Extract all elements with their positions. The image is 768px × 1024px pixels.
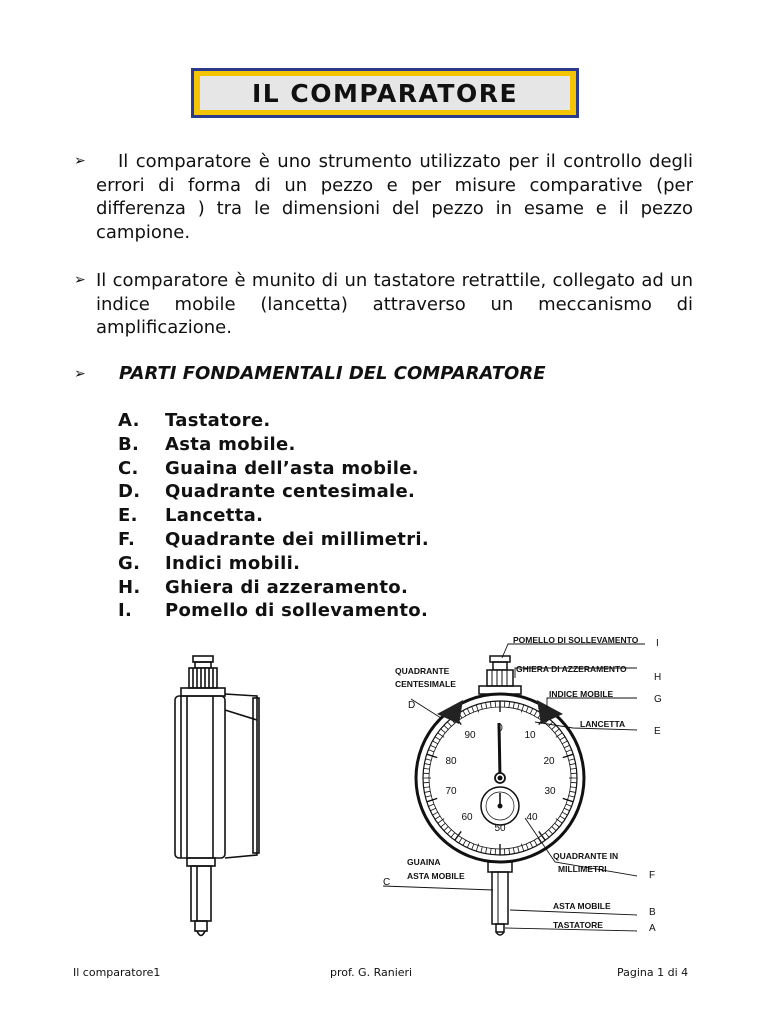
label-quadrante-cent-2: CENTESIMALE — [395, 679, 456, 689]
side-view-drawing — [165, 650, 275, 942]
dial-tick — [560, 816, 565, 819]
dial-tick — [569, 796, 575, 797]
list-item — [118, 433, 429, 457]
title-box — [191, 68, 579, 118]
list-item — [118, 504, 429, 528]
dial-tick — [444, 827, 448, 831]
list-item — [118, 528, 429, 552]
dial-tick — [513, 702, 514, 708]
footer-left: Il comparatore1 — [73, 966, 161, 979]
dial-number-90: 90 — [464, 730, 476, 741]
letter-F: F — [649, 870, 656, 881]
dial-tick — [459, 838, 462, 843]
part-name: Quadrante centesimale. — [165, 481, 416, 503]
label-guaina-1: GUAINA — [407, 857, 441, 867]
list-item — [118, 552, 429, 576]
dial-tick — [428, 750, 434, 752]
dial-tick — [566, 804, 572, 806]
dial-tick — [424, 791, 430, 792]
dial-tick — [552, 827, 556, 831]
dial-tick — [570, 791, 576, 792]
dial-tick — [447, 722, 451, 726]
dial-number-60: 60 — [461, 812, 473, 823]
part-letter: B. — [118, 433, 140, 455]
list-item — [118, 599, 429, 623]
footer-center: prof. G. Ranieri — [330, 966, 413, 979]
dial-tick — [562, 812, 567, 815]
dial-tick — [534, 840, 537, 845]
part-name: Indici mobili. — [165, 552, 301, 574]
dial-tick — [455, 831, 461, 840]
dial-tick — [534, 711, 537, 716]
label-tastatore: TASTATORE — [553, 920, 603, 930]
dial-tick — [509, 848, 510, 854]
dial-tick — [430, 745, 435, 748]
part-name: Tastatore. — [165, 410, 271, 431]
dial-tick — [424, 787, 430, 788]
label-asta: ASTA MOBILE — [553, 901, 611, 911]
dial-tick — [564, 745, 569, 748]
label-quadrante-cent-1: QUADRANTE — [395, 666, 450, 676]
dial-number-40: 40 — [526, 812, 538, 823]
dial-tick — [441, 823, 446, 827]
part-letter: F. — [118, 528, 136, 550]
paragraph-1: Il comparatore è uno strumento utilizzato per il controllo degli errori di forma di un pezzo e per misure comparative (per differenza ) tra le dimensioni del pezzo in esame e il pezzo campione. — [96, 151, 693, 243]
paragraph-2: Il comparatore è munito di un tastatore retrattile, collegato ad un indice mobile (lancetta) attraverso un meccanismo di amplificazione. — [96, 270, 693, 338]
parts-heading: PARTI FONDAMENTALI DEL COMPARATORE — [119, 363, 546, 384]
front-view-diagram — [375, 628, 705, 942]
dial-tick — [428, 804, 434, 806]
letter-E: E — [654, 726, 661, 737]
dial-tick — [555, 729, 560, 733]
parts-list — [118, 409, 429, 623]
label-lancetta: LANCETTA — [580, 719, 626, 729]
dial-number-80: 80 — [445, 756, 457, 767]
list-item — [118, 480, 429, 504]
list-item — [118, 576, 429, 600]
dial-tick — [566, 750, 572, 752]
dial-tick — [570, 764, 576, 765]
dial-number-70: 70 — [445, 786, 457, 797]
dial-tick — [435, 816, 440, 819]
dial-number-50: 50 — [494, 823, 506, 834]
dial-tick — [560, 737, 565, 740]
dial-tick — [430, 808, 435, 811]
footer-right: Pagina 1 di 4 — [617, 966, 689, 979]
dial-tick — [570, 768, 576, 769]
dial-tick — [486, 848, 487, 854]
dial-tick — [435, 737, 440, 740]
dial-tick — [425, 796, 431, 797]
dial-tick — [433, 812, 438, 815]
part-letter: I. — [118, 600, 133, 622]
dial-tick — [481, 847, 482, 853]
dial-tick — [530, 708, 533, 713]
dial-number-10: 10 — [524, 730, 536, 741]
part-letter: E. — [118, 505, 138, 527]
list-item — [118, 457, 429, 481]
dial-number-30: 30 — [544, 786, 556, 797]
dial-tick — [570, 787, 576, 788]
title-inner — [200, 76, 570, 110]
dial-tick — [424, 768, 430, 769]
part-letter: H. — [118, 576, 141, 598]
dial-tick — [513, 848, 514, 854]
letter-D: D — [408, 700, 416, 711]
part-name: Quadrante dei millimetri. — [165, 528, 429, 550]
bullet-arrow-icon: ➢ — [74, 366, 86, 382]
part-name: Guaina dell’asta mobile. — [165, 457, 419, 479]
dial-tick — [569, 759, 575, 760]
part-letter: C. — [118, 457, 139, 479]
dial-tick — [472, 706, 474, 712]
dial-tick — [545, 833, 549, 838]
dial-tick — [433, 741, 438, 744]
letter-C: C — [383, 877, 391, 888]
label-quadrante-mm-2: MILLIMETRI — [558, 864, 607, 874]
label-quadrante-mm-1: QUADRANTE IN — [553, 851, 619, 861]
letter-G: G — [654, 694, 662, 705]
dial-tick — [481, 703, 482, 709]
dial-number-20: 20 — [543, 756, 555, 767]
dial-tick — [444, 725, 448, 729]
dial-tick — [564, 808, 569, 811]
label-ghiera: GHIERA DI AZZERAMENTO — [516, 664, 627, 674]
letter-A: A — [649, 923, 656, 934]
label-guaina-2: ASTA MOBILE — [407, 871, 465, 881]
dial-tick — [424, 764, 430, 765]
bullet-arrow-icon: ➢ — [74, 153, 86, 169]
dial-tick — [463, 711, 466, 716]
part-name: Ghiera di azzeramento. — [165, 576, 409, 598]
dial-tick — [486, 702, 487, 708]
part-name: Asta mobile. — [165, 433, 296, 455]
dial-tick — [490, 848, 491, 854]
part-letter: D. — [118, 481, 141, 503]
label-indice: INDICE MOBILE — [549, 689, 614, 699]
part-letter: A. — [118, 410, 140, 431]
bullet-arrow-icon: ➢ — [74, 272, 86, 288]
dial-number-0: 0 — [497, 723, 503, 734]
part-name: Lancetta. — [165, 505, 264, 527]
page-title: IL COMPARATORE — [251, 78, 519, 108]
part-name: Pomello di sollevamento. — [165, 600, 429, 622]
list-item — [118, 409, 429, 433]
dial-tick — [472, 844, 474, 850]
part-letter: G. — [118, 552, 141, 574]
dial-tick — [441, 729, 446, 733]
label-pomello: POMELLO DI SOLLEVAMENTO — [513, 635, 639, 645]
dial-tick — [526, 844, 528, 850]
dial-tick — [467, 708, 470, 713]
dial-tick — [425, 759, 431, 760]
dial-tick — [518, 703, 519, 709]
dial-tick — [451, 833, 455, 838]
letter-B: B — [649, 907, 656, 918]
letter-H: H — [654, 672, 662, 683]
letter-I: I — [656, 638, 659, 649]
dial-tick — [509, 702, 510, 708]
dial-tick — [530, 842, 533, 847]
dial-tick — [555, 823, 560, 827]
dial-tick — [552, 725, 556, 729]
dial-tick — [447, 830, 451, 834]
dial-tick — [463, 840, 466, 845]
dial-tick — [518, 847, 519, 853]
dial-tick — [490, 702, 491, 708]
dial-tick — [549, 830, 553, 834]
dial-tick — [562, 741, 567, 744]
dial-tick — [526, 706, 528, 712]
dial-tick — [467, 842, 470, 847]
